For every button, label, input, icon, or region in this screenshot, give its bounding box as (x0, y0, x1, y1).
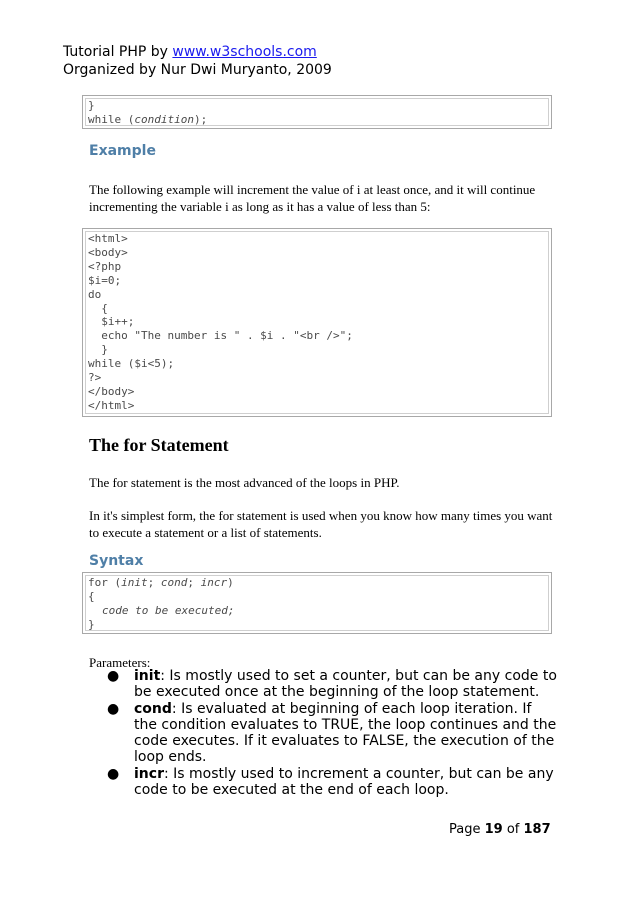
bullet-icon: ● (107, 668, 120, 684)
code-line: do (88, 287, 102, 301)
code-line: $i++; (88, 315, 135, 329)
code-line: } (88, 99, 95, 112)
list-item: ● init: Is mostly used to set a counter, but can be any code to be executed once at the beginning of the loop statement. (107, 668, 557, 700)
example-heading: Example (89, 143, 156, 159)
code-block-do-while-end (82, 95, 552, 129)
w3schools-link[interactable]: www.w3schools.com (172, 44, 317, 60)
code-example-lines (83, 229, 551, 416)
code-line: ?> (88, 371, 102, 385)
page-number: Page 19 of 187 (449, 822, 551, 837)
code-line: { (88, 301, 108, 315)
code-line: code to be executed; (102, 603, 235, 617)
header-line-2: Organized by Nur Dwi Muryanto, 2009 (63, 62, 332, 78)
code-line: </body> (88, 384, 135, 398)
code-line: while ($i<5); (88, 357, 175, 371)
document-header (63, 43, 332, 79)
header-line-1 (63, 43, 332, 61)
list-item: ● cond: Is evaluated at beginning of each loop iteration. If the condition evaluates to TRUE, the loop continues and the code executes. If it evaluates to FALSE, the execution of the loop ends. (107, 701, 557, 765)
code-line: { (88, 589, 95, 603)
code-line: <body> (88, 245, 128, 259)
bullet-icon: ● (107, 701, 120, 717)
syntax-heading: Syntax (89, 553, 144, 569)
for-paragraph-2: In it's simplest form, the for statement is used when you know how many times you want to execute a statement or a list of statements. (89, 508, 553, 540)
code-block-example (82, 228, 552, 417)
code-line: echo "The number is " . $i . "<br />"; (88, 329, 353, 343)
code-line: } (88, 343, 108, 357)
code-block-syntax (82, 572, 552, 634)
for-paragraph-1: The for statement is the most advanced of the loops in PHP. (89, 475, 400, 490)
parameters-label: Parameters: (89, 655, 151, 670)
code-line: <?php (88, 259, 122, 273)
code-line: </html> (88, 398, 135, 412)
code-line: <html> (88, 232, 128, 245)
header-prefix: Tutorial PHP by (63, 44, 173, 60)
code-line: $i=0; (88, 273, 122, 287)
list-item: ● incr: Is mostly used to increment a counter, but can be any code to be executed at the end of each loop. (107, 766, 554, 798)
code-line: while (condition); (88, 112, 208, 126)
code-line: for (init; cond; incr) (88, 576, 234, 589)
bullet-icon: ● (107, 766, 120, 782)
example-paragraph: The following example will increment the value of i at least once, and it will continue incrementing the variable i as long as it has a value of less than 5: (89, 182, 536, 214)
code-line: } (88, 617, 95, 631)
parameters-list (107, 668, 557, 799)
for-statement-heading: The for Statement (89, 435, 229, 455)
